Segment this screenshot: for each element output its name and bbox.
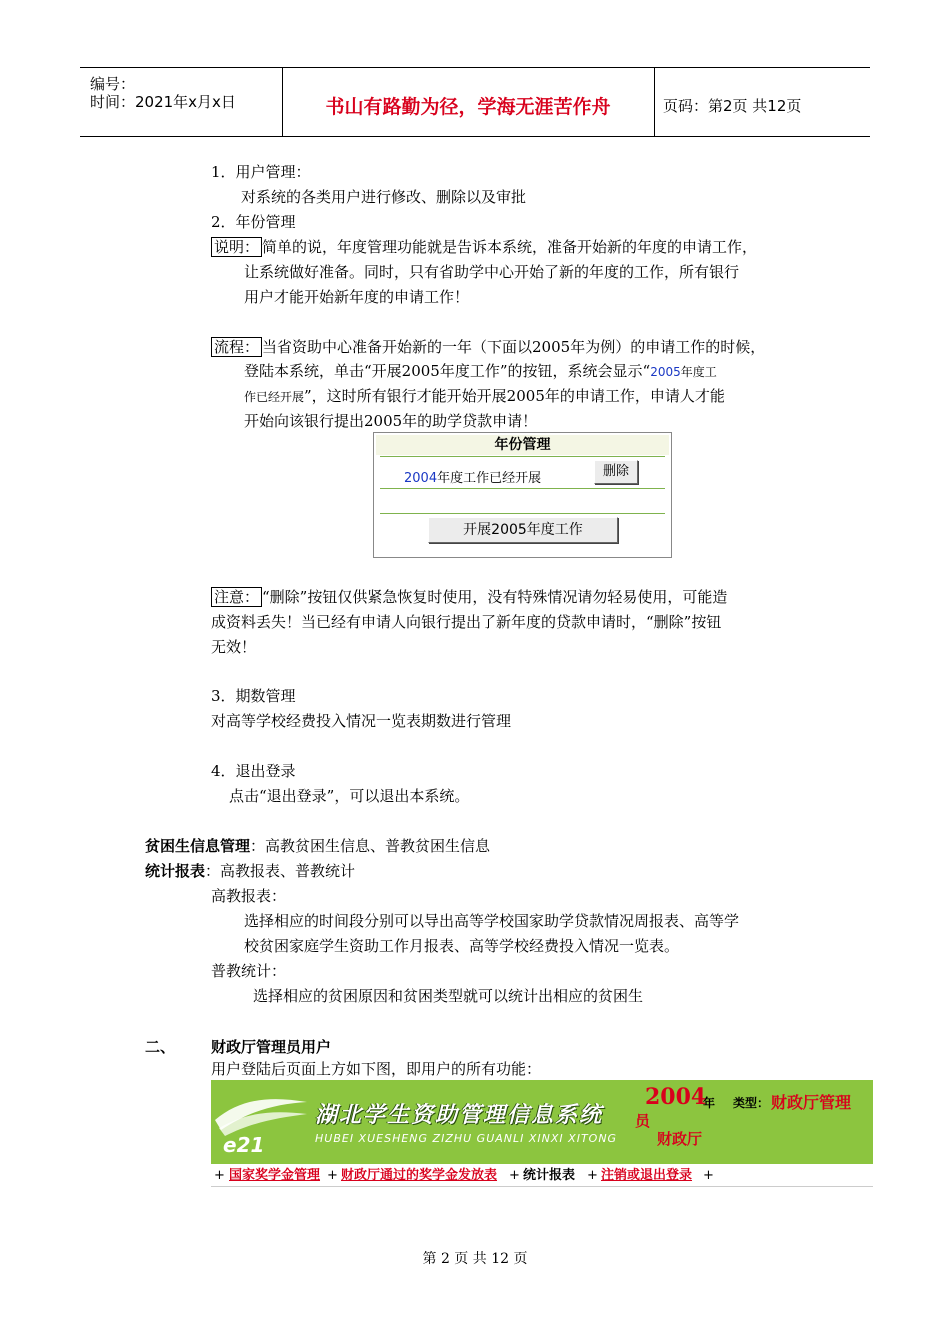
flow-line-4: 开始向该银行提出2005年的助学贷款申请！ [244, 412, 538, 430]
section-1-desc: 对系统的各类用户进行修改、删除以及审批 [241, 188, 527, 206]
poor-info-text: ：高教贫困生信息、普教贫困生信息 [250, 837, 491, 855]
flow-line-1 [211, 336, 765, 357]
warn-line-3: 无效！ [211, 638, 257, 656]
panel-divider-bottom [380, 513, 665, 514]
section-1-title: 1．用户管理： [211, 163, 311, 181]
flow-text-3b: ”，这时所有银行才能开始开展2005年的申请工作，申请人才能 [304, 387, 725, 405]
nav-logout[interactable]: 注销或退出登录 [601, 1168, 693, 1183]
section-two-desc: 用户登陆后页面上方如下图，即用户的所有功能： [211, 1060, 542, 1078]
header-right-cell [655, 68, 870, 136]
nav-national-scholarship[interactable]: 国家奖学金管理 [229, 1168, 321, 1183]
higher-ed-line-1: 选择相应的时间段分别可以导出高等学校国家助学贷款情况周报表、高等学 [244, 912, 740, 930]
note-line-3: 用户才能开始新年度的申请工作！ [244, 288, 470, 306]
system-banner [211, 1080, 873, 1164]
poor-info-heading: 贫困生信息管理 [145, 837, 251, 855]
banner-year-suffix: 年 [703, 1096, 716, 1110]
doc-time: 时间：2021年x月x日 [90, 93, 236, 111]
flow-text-2a: 登陆本系统，单击“开展2005年度工作”的按钮，系统会显示“ [244, 362, 651, 380]
motto: 书山有路勤为径，学海无涯苦作舟 [325, 96, 611, 118]
flow-text-1: 当省资助中心准备开始新的一年（下面以2005年为例）的申请工作的时候， [262, 338, 766, 356]
section-2-title: 2．年份管理 [211, 213, 296, 231]
banner-nav-bar [211, 1166, 873, 1187]
page-info: 页码：第2页 共12页 [663, 97, 802, 115]
e21-logo-icon [211, 1080, 309, 1164]
section-two-number: 二、 [145, 1038, 176, 1056]
higher-ed-line-2: 校贫困家庭学生资助工作月报表、高等学校经费投入情况一览表。 [244, 937, 680, 955]
section-4-title: 4．退出登录 [211, 762, 296, 780]
note-line-2: 让系统做好准备。同时，只有省助学中心开始了新的年度的工作，所有银行 [244, 263, 740, 281]
section-3-title: 3．期数管理 [211, 687, 296, 705]
nav-separator: + [509, 1168, 520, 1183]
flow-year-link: 2005 [650, 365, 681, 379]
warn-line-1 [211, 586, 727, 607]
header-center-cell [282, 68, 655, 136]
banner-type-value: 财政厅管理 [771, 1093, 852, 1112]
system-name: 湖北学生资助管理信息系统 [315, 1103, 604, 1128]
logo-text: e21 [223, 1133, 265, 1157]
nav-separator: + [214, 1168, 225, 1183]
flow-line-3 [244, 385, 725, 406]
status-text: 年度工作已经开展 [437, 471, 542, 486]
section-4-desc: 点击“退出登录”，可以退出本系统。 [229, 787, 470, 805]
page-footer: 第 2 页 共 12 页 [422, 1251, 528, 1267]
note-line-1 [211, 236, 757, 257]
nav-scholarship-distribution[interactable]: 财政厅通过的奖学金发放表 [341, 1168, 498, 1183]
note-text-1: 简单的说，年度管理功能就是告诉本系统，准备开始新的年度的申请工作， [262, 238, 758, 256]
stats-line [145, 860, 355, 881]
warn-line-2: 成资料丢失！当已经有申请人向银行提出了新年度的贷款申请时，“删除”按钮 [211, 613, 722, 631]
banner-role-a: 员 [635, 1112, 651, 1130]
poor-info-line [145, 835, 490, 856]
header-left-cell [80, 68, 283, 136]
nav-separator: + [703, 1168, 714, 1183]
year-status [404, 467, 541, 486]
panel-divider-mid [380, 488, 665, 489]
system-pinyin: HUBEI XUESHENG ZIZHU GUANLI XINXI XITONG [315, 1132, 618, 1145]
start-2005-button[interactable]: 开展2005年度工作 [428, 517, 618, 543]
stats-heading: 统计报表 [145, 862, 206, 880]
banner-type-label: 类型： [733, 1096, 770, 1110]
year-management-panel [373, 432, 672, 558]
warn-label: 注意： [211, 587, 262, 607]
banner-year: 2004 [645, 1084, 707, 1110]
general-ed-line-1: 选择相应的贫困原因和贫困类型就可以统计出相应的贫困生 [253, 987, 644, 1005]
flow-label: 流程： [211, 337, 262, 357]
section-3-desc: 对高等学校经费投入情况一览表期数进行管理 [211, 712, 512, 730]
panel-title: 年份管理 [376, 435, 669, 455]
delete-button[interactable]: 删除 [594, 460, 638, 484]
nav-statistics-report[interactable]: 统计报表 [523, 1168, 576, 1183]
note-label: 说明： [211, 237, 262, 257]
panel-divider-top [380, 456, 665, 457]
higher-ed-title: 高教报表： [211, 887, 287, 905]
year-value: 2004 [404, 471, 438, 486]
banner-role-b: 财政厅 [657, 1130, 703, 1148]
nav-separator: + [327, 1168, 338, 1183]
general-ed-title: 普教统计： [211, 962, 287, 980]
doc-number: 编号： [90, 75, 136, 93]
flow-line-2 [244, 360, 717, 381]
nav-separator: + [587, 1168, 598, 1183]
section-two-title: 财政厅管理员用户 [211, 1038, 332, 1056]
stats-text: ：高教报表、普教统计 [205, 862, 356, 880]
warn-text-1: “删除”按钮仅供紧急恢复时使用，没有特殊情况请勿轻易使用，可能造 [262, 588, 728, 606]
flow-text-3a: 作已经开展 [244, 390, 305, 404]
page-header [80, 67, 870, 137]
flow-text-2c: 年度工 [680, 365, 717, 379]
